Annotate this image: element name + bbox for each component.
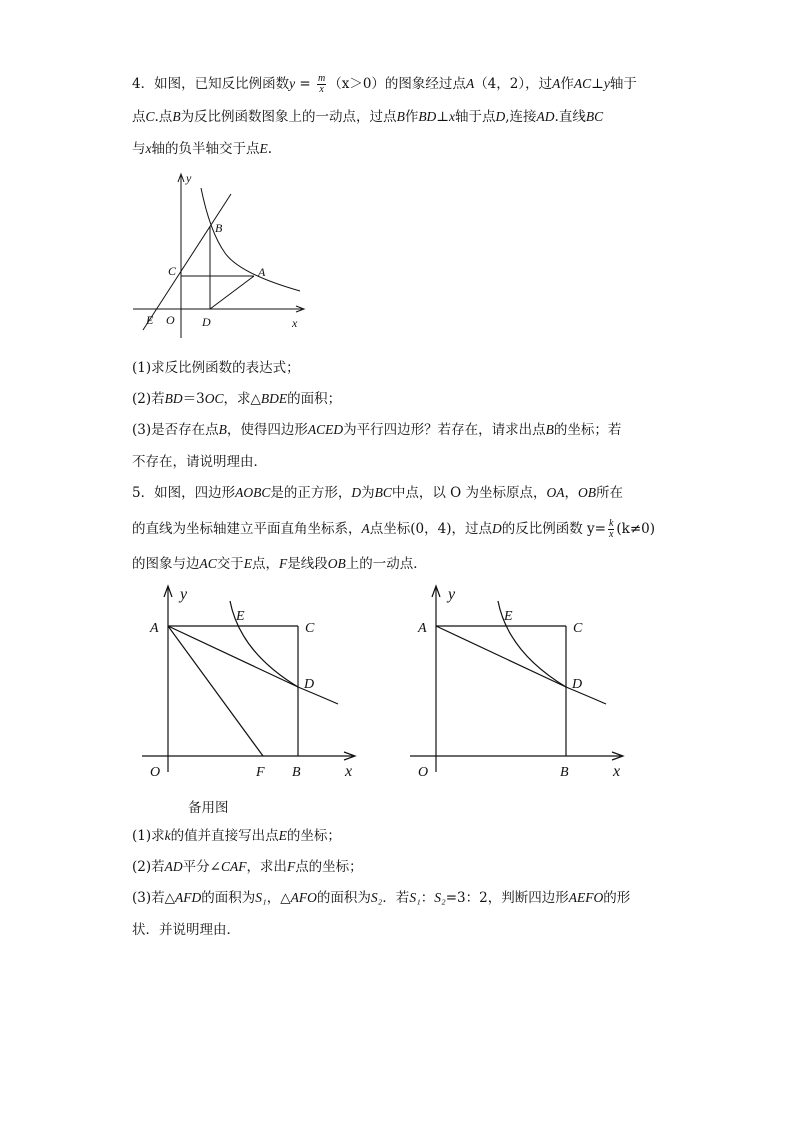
text: (3)是否存在点 bbox=[132, 422, 219, 438]
var: F bbox=[286, 859, 296, 874]
text: 交于 bbox=[216, 556, 244, 572]
text: (1)求 bbox=[132, 828, 165, 844]
text: 所在 bbox=[596, 485, 624, 501]
label-c: C bbox=[168, 264, 177, 278]
var: A bbox=[552, 76, 561, 91]
var: OA bbox=[546, 485, 565, 500]
text: 为 bbox=[361, 485, 375, 501]
hyperbola-curve bbox=[498, 601, 606, 704]
text: 轴于点 bbox=[455, 109, 496, 125]
var: AD bbox=[164, 859, 183, 874]
p5-q1 bbox=[132, 827, 341, 845]
label-d: D bbox=[202, 315, 211, 329]
var: x bbox=[145, 141, 152, 156]
p5-line-1 bbox=[132, 484, 623, 502]
p5-q3 bbox=[132, 889, 630, 907]
segment-ad bbox=[210, 276, 254, 309]
text: 点坐标(0，4)，过点 bbox=[369, 521, 492, 537]
text: =3：2，判断四边形 bbox=[445, 890, 569, 906]
label-b: B bbox=[560, 765, 569, 780]
text: 的面积为 bbox=[201, 890, 256, 906]
label-d: D bbox=[572, 677, 583, 692]
var: B bbox=[545, 422, 554, 437]
text: (3)若△ bbox=[132, 890, 176, 906]
figure-5-main bbox=[140, 582, 370, 782]
var: A bbox=[361, 521, 370, 536]
text: （x＞0）的图象经过点 bbox=[328, 76, 466, 92]
text: ： bbox=[420, 890, 435, 906]
text: 的面积； bbox=[287, 391, 342, 407]
text: 的坐标；若 bbox=[553, 422, 622, 438]
text: 中点，以 O 为坐标原点， bbox=[391, 485, 547, 501]
var: ACED bbox=[307, 422, 344, 437]
var: AD bbox=[536, 109, 555, 124]
text: 的坐标； bbox=[286, 828, 341, 844]
var: BC bbox=[585, 109, 604, 124]
text: = bbox=[295, 76, 315, 92]
text: 轴于 bbox=[609, 76, 637, 92]
segment-af bbox=[168, 626, 263, 756]
text: 的值并直接写出点 bbox=[170, 828, 279, 844]
text: 点的坐标； bbox=[295, 859, 363, 875]
segment-ad bbox=[168, 626, 298, 687]
var: B bbox=[172, 109, 181, 124]
p5-line-3 bbox=[132, 555, 427, 573]
var: E bbox=[278, 828, 287, 843]
text: 是线段 bbox=[287, 556, 328, 572]
p5-q2 bbox=[132, 858, 363, 876]
label-x: x bbox=[292, 316, 298, 330]
var: C bbox=[145, 109, 155, 124]
var: AEFO bbox=[568, 890, 604, 905]
figure-5-backup bbox=[408, 582, 638, 782]
text: ，△ bbox=[266, 890, 291, 906]
label-d: D bbox=[304, 677, 315, 692]
text: .点 bbox=[154, 109, 173, 125]
var: AC bbox=[199, 556, 217, 571]
var: D bbox=[351, 485, 362, 500]
var: BDE bbox=[260, 391, 288, 406]
text: 的直线为坐标轴建立平面直角坐标系， bbox=[132, 521, 362, 537]
segment-ad bbox=[436, 626, 566, 687]
var: BD⊥x bbox=[418, 109, 455, 124]
label-f: F bbox=[256, 765, 265, 780]
var: AFO bbox=[290, 890, 317, 905]
text: 平分∠ bbox=[182, 859, 221, 875]
var: D bbox=[495, 109, 506, 124]
var: E bbox=[259, 141, 268, 156]
var: S₁ bbox=[255, 890, 267, 905]
var: A bbox=[465, 76, 475, 91]
var: CAF bbox=[220, 859, 247, 874]
var: E bbox=[243, 556, 253, 571]
var: AC⊥y bbox=[573, 76, 610, 91]
denominator: x bbox=[319, 84, 324, 95]
label-x: x bbox=[613, 763, 621, 780]
text: 作 bbox=[404, 109, 419, 125]
var: k bbox=[164, 828, 171, 843]
var: OC bbox=[204, 391, 224, 406]
text: 的形 bbox=[603, 890, 631, 906]
text: 的反比例函数 y= bbox=[501, 521, 606, 537]
text: (k≠0) bbox=[616, 521, 656, 537]
text: (1)求反比例函数的表达式； bbox=[132, 360, 300, 376]
text: 4．如图，已知反比例函数 bbox=[132, 76, 290, 92]
text: 上的一动点． bbox=[345, 556, 427, 572]
text: (2)若 bbox=[132, 391, 165, 407]
var: S₂ bbox=[434, 890, 446, 905]
p4-line-2 bbox=[132, 108, 603, 126]
text: ,连接 bbox=[505, 109, 537, 125]
text: ，使得四边形 bbox=[226, 422, 308, 438]
numerator: m bbox=[318, 73, 326, 84]
label-e: E bbox=[236, 609, 245, 624]
text: 的面积为 bbox=[316, 890, 371, 906]
text: (2)若 bbox=[132, 859, 165, 875]
text: 状．并说明理由． bbox=[132, 922, 240, 938]
text: 轴的负半轴交于点 bbox=[151, 141, 260, 157]
label-o: O bbox=[150, 765, 161, 780]
var: B bbox=[218, 422, 227, 437]
var: S₂ bbox=[370, 890, 383, 905]
text: （4，2），过 bbox=[474, 76, 553, 92]
text: ＝3 bbox=[182, 391, 205, 407]
var: BC bbox=[374, 485, 392, 500]
var: OB bbox=[327, 556, 346, 571]
text: 不存在，请说明理由． bbox=[132, 454, 267, 470]
label-b: B bbox=[292, 765, 301, 780]
line-bc bbox=[143, 194, 231, 330]
figure-4 bbox=[130, 170, 310, 340]
text: 的图象与边 bbox=[132, 556, 200, 572]
label-a: A bbox=[258, 265, 266, 279]
p4-line-1 bbox=[132, 74, 637, 95]
var: AFD bbox=[175, 890, 202, 905]
text: 与 bbox=[132, 141, 146, 157]
text: ， bbox=[564, 485, 579, 501]
label-c: C bbox=[573, 621, 583, 636]
figure-caption: 备用图 bbox=[188, 800, 229, 816]
label-e: E bbox=[146, 313, 154, 327]
text: 作 bbox=[560, 76, 574, 92]
p5-line-2 bbox=[132, 519, 655, 540]
label-a: A bbox=[418, 621, 427, 636]
text: ，求△ bbox=[223, 391, 261, 407]
text: 是的正方形， bbox=[270, 485, 352, 501]
text: 为反比例函数图象上的一动点，过点 bbox=[180, 109, 397, 125]
p4-q3-cont bbox=[132, 453, 267, 471]
var: S₁ bbox=[409, 890, 421, 905]
p4-q3 bbox=[132, 421, 621, 439]
var: y bbox=[289, 76, 296, 91]
var: F bbox=[279, 556, 288, 571]
text: ．若 bbox=[382, 890, 410, 906]
fraction-m-over-x bbox=[317, 74, 326, 95]
fraction-k-over-x bbox=[608, 519, 614, 540]
denominator: x bbox=[608, 529, 614, 540]
var: D bbox=[491, 521, 502, 536]
text: 为平行四边形？若存在，请求出点 bbox=[343, 422, 546, 438]
text: .直线 bbox=[554, 109, 586, 125]
p4-q2 bbox=[132, 390, 341, 408]
p5-q3-cont bbox=[132, 921, 240, 939]
numerator: k bbox=[608, 518, 614, 529]
var: B bbox=[396, 109, 405, 124]
text: ，求出 bbox=[246, 859, 287, 875]
label-x: x bbox=[345, 763, 353, 780]
label-b: B bbox=[215, 221, 223, 235]
label-a: A bbox=[150, 621, 159, 636]
text: 5．如图，四边形 bbox=[132, 485, 236, 501]
text: 点， bbox=[252, 556, 280, 572]
label-o: O bbox=[418, 765, 429, 780]
var: AOBC bbox=[235, 485, 271, 500]
var: OB bbox=[578, 485, 597, 500]
label-e: E bbox=[504, 609, 513, 624]
label-y: y bbox=[186, 171, 192, 185]
p4-q1 bbox=[132, 359, 300, 377]
hyperbola-curve bbox=[230, 601, 338, 704]
var: BD bbox=[164, 391, 183, 406]
label-c: C bbox=[305, 621, 315, 636]
p4-line-3 bbox=[132, 140, 272, 158]
label-y: y bbox=[448, 586, 456, 603]
label-y: y bbox=[180, 586, 188, 603]
label-o: O bbox=[166, 313, 175, 327]
text: . bbox=[267, 141, 273, 157]
text: 点 bbox=[132, 109, 146, 125]
